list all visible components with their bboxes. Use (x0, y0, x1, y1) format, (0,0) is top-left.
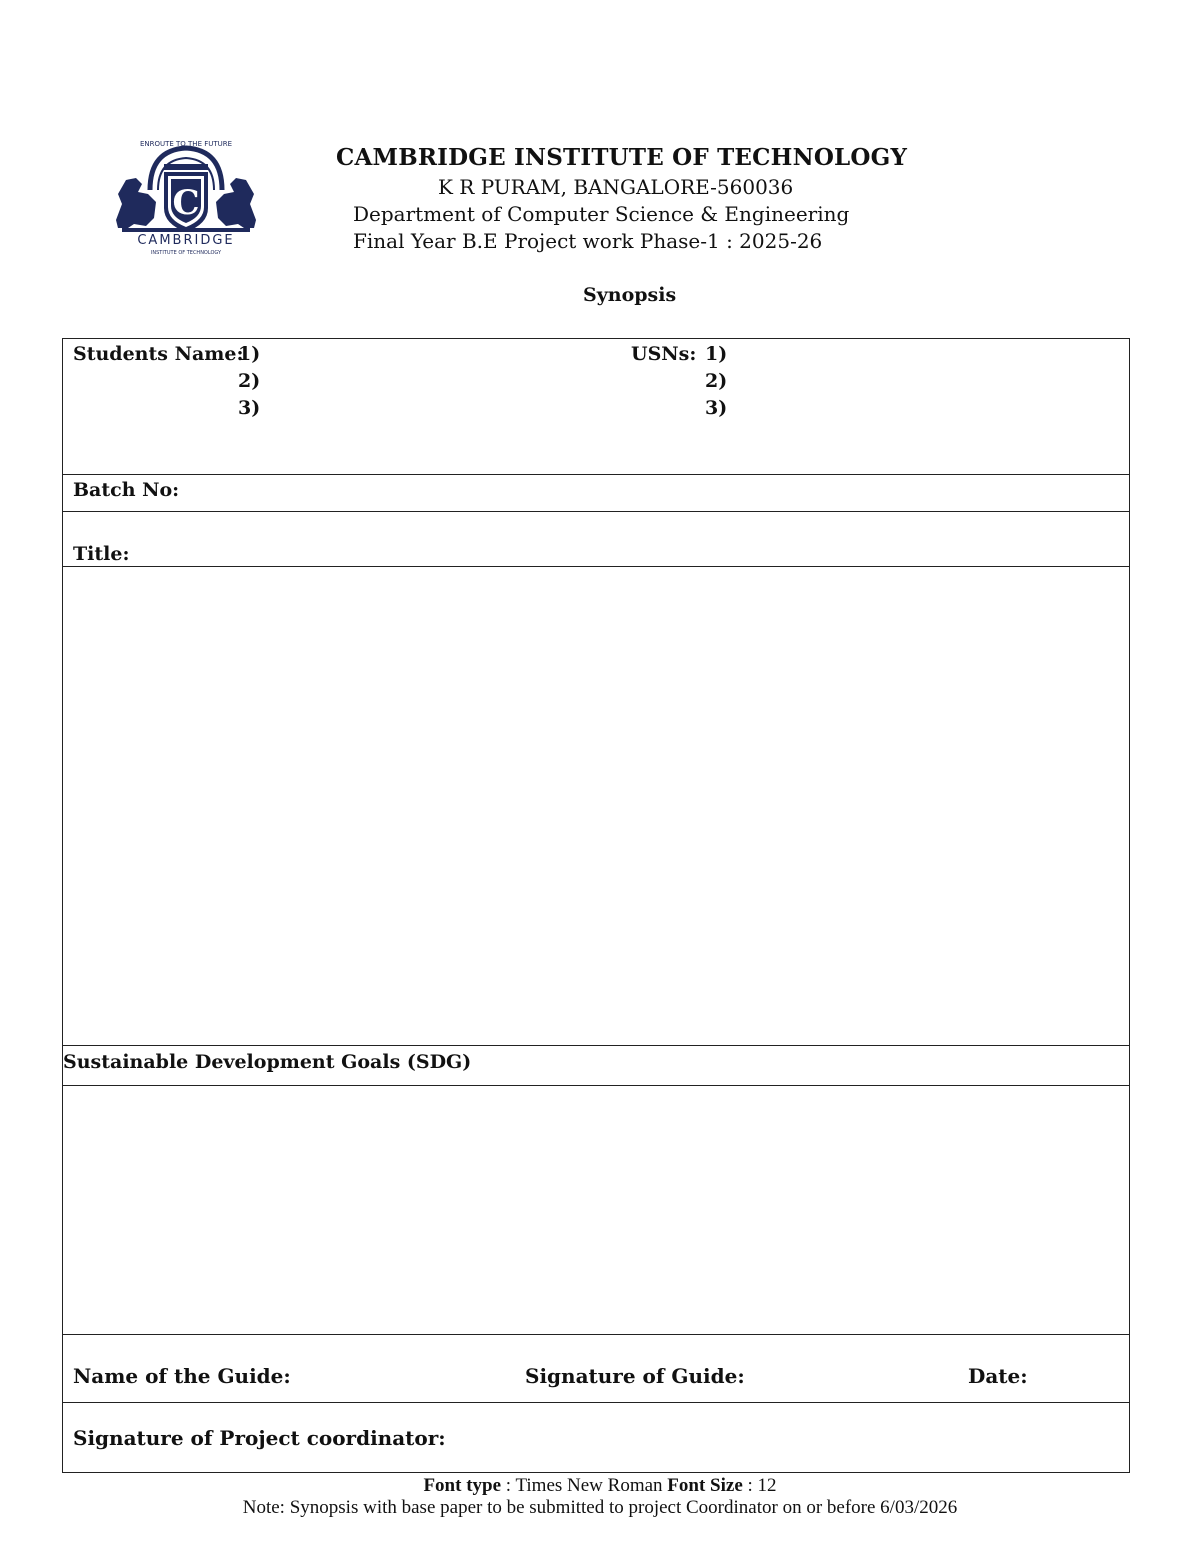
student-number: 3) (238, 397, 261, 419)
usn-number: 1) (705, 343, 728, 365)
document-title: Synopsis (583, 284, 677, 306)
synopsis-form (62, 338, 1130, 1473)
font-size-label: Font Size (667, 1475, 743, 1496)
student-number: 2) (238, 370, 261, 392)
student-number: 1) (238, 343, 261, 365)
institute-address: K R PURAM, BANGALORE-560036 (438, 175, 794, 199)
logo-tagline: INSTITUTE OF TECHNOLOGY (150, 250, 222, 256)
title-label: Title: (73, 543, 130, 565)
font-size-value: : 12 (742, 1475, 777, 1496)
guide-signature-label: Signature of Guide: (525, 1364, 745, 1388)
divider (62, 1334, 1130, 1335)
usns-label: USNs: (631, 343, 697, 365)
divider (62, 1085, 1130, 1086)
usn-number: 2) (705, 370, 728, 392)
sdg-label: Sustainable Development Goals (SDG) (63, 1051, 472, 1073)
students-name-label: Students Name: (73, 343, 244, 365)
submission-note: Note: Synopsis with base paper to be submitted to project Coordinator on or before 6/03/2026 (242, 1497, 958, 1518)
coordinator-signature-label: Signature of Project coordinator: (73, 1426, 446, 1450)
department-name: Department of Computer Science & Engineering (353, 202, 850, 226)
institute-logo (108, 128, 264, 258)
divider (62, 1045, 1130, 1046)
institute-name: CAMBRIDGE INSTITUTE OF TECHNOLOGY (336, 144, 908, 171)
divider (62, 1402, 1130, 1403)
logo-wordmark: CAMBRIDGE (137, 233, 235, 248)
divider (62, 566, 1130, 567)
font-type-value: : Times New Roman (501, 1475, 668, 1496)
project-year-line: Final Year B.E Project work Phase-1 : 2025-26 (353, 229, 823, 253)
guide-name-label: Name of the Guide: (73, 1364, 291, 1388)
usn-number: 3) (705, 397, 728, 419)
date-label: Date: (968, 1364, 1028, 1388)
divider (62, 511, 1130, 512)
logo-letter: C (172, 183, 200, 223)
font-type-label: Font type (423, 1475, 502, 1496)
logo-motto: ENROUTE TO THE FUTURE (139, 140, 233, 148)
font-instructions (0, 1475, 1200, 1497)
divider (62, 474, 1130, 475)
batch-number-label: Batch No: (73, 479, 180, 501)
